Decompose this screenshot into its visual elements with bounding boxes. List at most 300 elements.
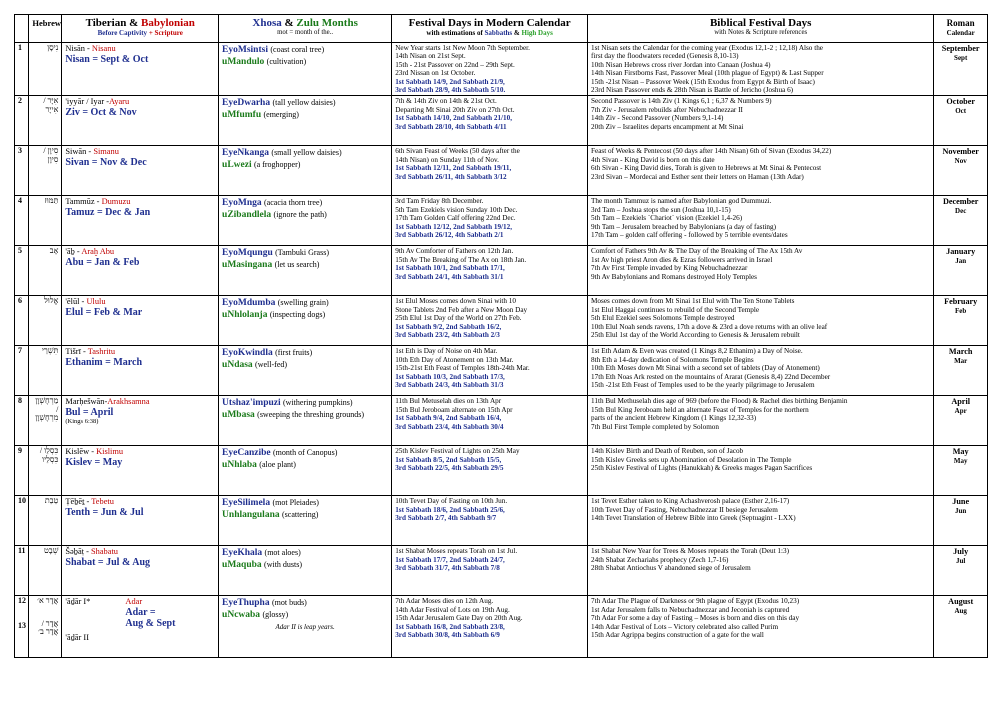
biblical-days [588, 296, 934, 346]
festival-line: 15th Bul Jeroboam alternate on 15th Apr [395, 405, 513, 414]
biblical-line: Second Passover is 14th Ziv (1 Kings 6,1 ; 6,37 & Numbers 9) [591, 97, 772, 106]
tiberian-name: 'ăḏār I* [65, 597, 91, 607]
xhosa-zulu [219, 43, 392, 96]
hebrew-text: תִּשְׁרֵי [41, 346, 59, 356]
month-number [15, 596, 29, 658]
xhosa-name: EyeKhala [222, 548, 265, 559]
hebrew-name [29, 96, 62, 146]
roman-month [934, 596, 988, 658]
zulu-meaning: (scattering) [281, 510, 319, 520]
festival-line: New Year starts 1st New Moon 7th September. [395, 44, 530, 52]
month-equivalent: Tamuz = Dec & Jan [65, 207, 151, 219]
biblical-line: 1st Adar Jerusalem falls to Nebuchadnezzar and Jeconiah is captured [591, 605, 790, 614]
hebrew-name [29, 43, 62, 96]
xhosa-zulu [219, 196, 392, 246]
biblical-line: 7th Adar The Plague of Darkness or 9th plague of Egypt (Exodus 10,23) [591, 597, 800, 606]
table-row [15, 296, 988, 346]
month-number-text: 1 [18, 43, 22, 52]
roman-abbrev: Oct [955, 107, 967, 116]
festival-line: 1st Sabbath 10/3, 2nd Sabbath 17/3, [395, 372, 505, 381]
zulu-name: uZibandlela [222, 210, 274, 221]
tiberian-babylonian [62, 246, 219, 296]
festival-line: 15th Adar Jerusalem Gate Day on 20th Aug. [395, 614, 523, 623]
biblical-line: 7th Av First Temple invaded by King Nebuchadnezzar [591, 264, 748, 273]
xhosa-month [222, 147, 388, 159]
header-amp: & [129, 17, 139, 29]
zulu-meaning: (emerging) [263, 110, 299, 120]
header-tiberian [62, 15, 219, 43]
biblical-line: 15th Adar Agrippa begins construction of a gate for the wall [591, 631, 764, 640]
hebrew-text: שְׁבָט [44, 546, 59, 556]
babylonian-name: Simanu [93, 147, 119, 157]
festival-line: 25th Elul 1st Day of the World on 27th Feb. [395, 314, 522, 323]
festival-line: 1st Eth is Day of Noise on 4th Mar. [395, 347, 498, 356]
roman-abbrev: Dec [955, 207, 967, 216]
month-number [15, 43, 29, 96]
roman-month [934, 246, 988, 296]
festival-line: 3rd Sabbath 28/10, 4th Sabbath 4/11 [395, 122, 507, 131]
xhosa-name: EyoMnga [222, 198, 265, 209]
zulu-month [222, 259, 388, 271]
xhosa-name: EyeDwarha [222, 98, 273, 109]
biblical-line: 1st Shabat New Year for Trees & Moses repeats the Torah (Deut 1:3) [591, 547, 790, 556]
calendar-table [14, 14, 988, 658]
roman-month [934, 496, 988, 546]
xhosa-meaning: (Tambuki Grass) [275, 248, 329, 258]
month-number-text: 6 [18, 296, 22, 306]
month-number [15, 146, 29, 196]
xhosa-zulu [219, 96, 392, 146]
xhosa-meaning: (mot Pleiades) [272, 498, 319, 508]
zulu-month [222, 509, 388, 521]
header-fest-sub-a: with estimations of [426, 29, 483, 37]
tiberian-name: Tammūz - [65, 197, 102, 207]
xhosa-month [222, 347, 388, 359]
zulu-meaning: (a froghopper) [253, 160, 301, 170]
month-number [15, 396, 29, 446]
roman-month [934, 296, 988, 346]
tiberian-name: 'āḇ - [65, 247, 82, 257]
zulu-month [222, 159, 388, 171]
biblical-line: 1st Av high priest Aron dies & Ezras followers arrived in Israel [591, 255, 773, 264]
tiberian-line [65, 247, 215, 257]
zulu-name: uMfumfu [222, 110, 264, 121]
xhosa-month [222, 397, 388, 409]
xhosa-month [222, 97, 388, 109]
xhosa-zulu [219, 496, 392, 546]
header-babylonian-label: Babylonian [141, 17, 195, 29]
month-number-text: 8 [18, 396, 22, 406]
festival-days [392, 43, 588, 96]
month-number-text: 2 [18, 96, 22, 106]
biblical-days [588, 446, 934, 496]
festival-days [392, 496, 588, 546]
festival-line: 3rd Sabbath 26/12, 4th Sabbath 2/1 [395, 231, 504, 240]
hebrew-text: נִיסָן [47, 43, 59, 52]
biblical-line: Comfort of Fathers 9th Av & The Day of the Breaking of The Ax 15th Av [591, 247, 803, 256]
header-fest-amp: & [513, 29, 520, 37]
table-row [15, 346, 988, 396]
zulu-month [222, 309, 388, 321]
header-tiberian-label: Tiberian [85, 17, 127, 29]
zulu-month [222, 359, 388, 371]
festival-line: 17th Tam Golden Calf offering 22nd Dec. [395, 214, 516, 223]
month-equivalent: Elul = Feb & Mar [65, 307, 143, 319]
tiberian-babylonian [62, 596, 219, 658]
roman-abbrev: Aug [954, 607, 967, 616]
table-row [15, 496, 988, 546]
tiberian-babylonian [62, 296, 219, 346]
zulu-name: uNcwaba [222, 610, 263, 621]
festival-line: 1st Sabbath 9/4, 2nd Sabbath 16/4, [395, 414, 502, 423]
festival-line: 15th Av The Breaking of The Ax on 18th Jan. [395, 255, 527, 264]
month-number [15, 96, 29, 146]
biblical-line: The month Tammuz is named after Babylonian god Dummuzi. [591, 197, 772, 206]
month-number [15, 346, 29, 396]
header-xz-sub: mot = month of the.. [277, 29, 334, 36]
festival-line: 3rd Sabbath 26/11, 4th Sabbath 3/12 [395, 172, 507, 181]
hebrew-text: תַּמּוּז [44, 196, 59, 206]
babylonian-name: Tashritu [87, 347, 116, 357]
biblical-line: 14th Nisan Firstborns Fast, Passover Meal (10th plague of Egypt) & Last Supper [591, 69, 824, 78]
biblical-line: 9th Av Babylonians and Romans destroyed Holy Temples [591, 272, 757, 281]
roman-name: September [941, 44, 980, 53]
festival-line: 7th Adar Moses dies on 12th Aug. [395, 597, 494, 606]
month-number [15, 296, 29, 346]
month-number-text: 10 [18, 496, 26, 506]
xhosa-name: EyoMdumba [222, 298, 278, 309]
tiberian-babylonian [62, 146, 219, 196]
festival-line: 1st Sabbath 17/7, 2nd Sabbath 24/7, [395, 555, 505, 564]
tiberian-babylonian [62, 196, 219, 246]
header-amp2: & [284, 17, 294, 29]
tiberian-name: 'iyyār / Iyar - [65, 97, 109, 107]
biblical-line: 1st Eth Adam & Even was created (1 Kings 8,2 Ethanim) a Day of Noise. [591, 347, 803, 356]
hebrew-name [29, 246, 62, 296]
header-biblical-sub: with Notes & Scripture references [714, 29, 808, 36]
tiberian-line [65, 447, 215, 457]
festival-line: 3rd Tam Friday 8th December. [395, 197, 484, 206]
zulu-name: uNhlolanja [222, 310, 270, 321]
festival-days [392, 296, 588, 346]
zulu-name: uNhlaba [222, 460, 260, 471]
festival-days [392, 346, 588, 396]
babylonian-name: Tebetu [91, 497, 114, 507]
biblical-line: first day the floodwaters receded (Genesis 8,10-13) [591, 52, 739, 61]
biblical-line: 7th Bul First Temple completed by Solomon [591, 422, 719, 431]
leap-note: Adar II is leap years. [275, 623, 335, 632]
month-equivalent: Bul = April [65, 407, 114, 419]
tiberian-line [65, 44, 215, 54]
tiberian-babylonian [62, 396, 219, 446]
header-hebrew: Hebrew [29, 15, 62, 43]
tiberian-line [65, 97, 215, 107]
hebrew-name [29, 196, 62, 246]
biblical-line: 14th Adar Festival of Lots – Victory celebrated also called Purim [591, 622, 779, 631]
festival-line: 1st Shabat Moses repeats Torah on 1st Jul. [395, 547, 518, 556]
xhosa-month [222, 297, 388, 309]
zulu-name: uMaquba [222, 560, 265, 571]
month-equivalent: Kislev = May [65, 457, 123, 469]
xhosa-month [222, 597, 388, 609]
biblical-days [588, 43, 934, 96]
festival-days [392, 96, 588, 146]
header-roman-sub: Calendar [946, 29, 975, 37]
zulu-month [222, 559, 388, 571]
zulu-meaning: (sweeping the threshing grounds) [257, 410, 365, 420]
calendar-page [14, 14, 988, 658]
tiberian-babylonian [62, 346, 219, 396]
xhosa-zulu [219, 596, 392, 658]
roman-name: October [946, 97, 975, 107]
table-row [15, 196, 988, 246]
xhosa-zulu [219, 546, 392, 596]
tiberian-line [65, 197, 215, 207]
babylonian-name: Kislimu [96, 447, 124, 457]
month-number-text: 12 [18, 596, 26, 606]
hebrew-text: אִיָּר / אִייָר [43, 96, 59, 114]
xhosa-meaning: (swelling grain) [277, 298, 329, 308]
month-number [15, 546, 29, 596]
biblical-line: 10th Tevet Day of Fasting, Nebuchadnezzar II besiege Jerusalem [591, 505, 778, 514]
biblical-line: 10th Eth Moses down Mt Sinai with a second set of tablets (Day of Atonement) [591, 364, 820, 373]
month-equivalent: Sivan = Nov & Dec [65, 157, 147, 169]
biblical-line: Feast of Weeks & Pentecost (50 days after 14th Nisan) 6th of Sivan (Exodus 34,22) [591, 147, 832, 156]
biblical-line: 15th Kislev Greeks sets up Abomination of Desolation in The Temple [591, 455, 792, 464]
zulu-meaning: (cultivation) [266, 57, 307, 66]
xhosa-meaning: (acacia thorn tree) [264, 198, 323, 208]
header-xhosa-zulu [219, 15, 392, 43]
tiberian-line [65, 597, 215, 607]
roman-abbrev: May [953, 457, 968, 466]
tiberian-line [65, 347, 215, 357]
hebrew-name [29, 496, 62, 546]
biblical-line: 5th Elul Ezekiel sees Solomons Temple destroyed [591, 314, 735, 323]
month-number-text: 11 [18, 546, 26, 556]
header-row [15, 15, 988, 43]
hebrew-name [29, 146, 62, 196]
hebrew-name [29, 446, 62, 496]
hebrew-text: אֲדָר / אֲדָר ב׳ [38, 618, 59, 637]
festival-line: 5th Tam Ezekiels vision Sunday 10th Dec. [395, 205, 518, 214]
month-number-text: 9 [18, 446, 22, 456]
babylonian-name: Ayaru [109, 97, 130, 107]
month-number-text: 13 [18, 620, 26, 630]
hebrew-name [29, 346, 62, 396]
xhosa-month [222, 497, 388, 509]
month-equivalent: Ethanim = March [65, 357, 143, 369]
biblical-line: 25th Kislev Festival of Lights (Hanukkah) & Greeks mages Pagan Sacrifices [591, 464, 813, 473]
xhosa-name: EyoMqungu [222, 248, 276, 259]
zulu-name: uLwezi [222, 160, 254, 171]
xhosa-month [222, 547, 388, 559]
xhosa-zulu [219, 146, 392, 196]
festival-line: 3rd Sabbath 30/8, 4th Sabbath 6/9 [395, 631, 500, 640]
zulu-name: uMandulo [222, 57, 267, 67]
zulu-meaning: (ignore the path) [273, 210, 327, 220]
roman-month [934, 146, 988, 196]
festival-line: 1st Sabbath 8/5, 2nd Sabbath 15/5, [395, 455, 502, 464]
table-row [15, 246, 988, 296]
festival-line: 15th-21st Eth Feast of Temples 18th-24th Mar. [395, 364, 530, 373]
zulu-month [222, 56, 388, 68]
header-roman-label: Roman [946, 18, 975, 28]
tiberian-name: Šəḇāṭ - [65, 547, 91, 557]
hebrew-text: אֱלוּל [44, 296, 59, 306]
zulu-meaning: (with dusts) [264, 560, 303, 570]
xhosa-month [222, 247, 388, 259]
month-equivalent: Tenth = Jun & Jul [65, 507, 144, 519]
xhosa-meaning: (mot buds) [271, 598, 307, 608]
biblical-line: 23rd Sivan – Mordecai and Esther sent their letters on Haman (13th Adar) [591, 172, 804, 181]
biblical-line: 8th Eth a 14-day dedication of Solomons Temple Begins [591, 355, 754, 364]
festival-line: 14th Nisan on 21st Sept. [395, 52, 466, 61]
tiberian-line [65, 547, 215, 557]
xhosa-meaning: (small yellow daisies) [271, 148, 342, 158]
tiberian-name: 'ĕlūl - [65, 297, 87, 307]
zulu-meaning: (glossy) [262, 610, 289, 620]
biblical-line: 28th Shabat Antiochus V abandoned siege of Jerusalem [591, 564, 751, 573]
zulu-month [222, 209, 388, 221]
roman-month [934, 196, 988, 246]
festival-line: 1st Sabbath 12/12, 2nd Sabbath 19/12, [395, 222, 513, 231]
tiberian-name: Siwān - [65, 147, 94, 157]
roman-month [934, 346, 988, 396]
biblical-days [588, 596, 934, 658]
festival-line: 15th - 21st Passover on 22nd – 29th Sept. [395, 60, 515, 69]
roman-name: August [948, 597, 974, 607]
roman-abbrev: Jan [955, 257, 967, 266]
biblical-days [588, 396, 934, 446]
month-number-text: 5 [18, 246, 22, 256]
zulu-meaning: (inspecting dogs) [269, 310, 326, 320]
biblical-line: 14th Ziv - Second Passover (Numbers 9,1-14) [591, 114, 724, 123]
festival-line: 1st Sabbath 16/8, 2nd Sabbath 23/8, [395, 622, 505, 631]
festival-line: 10th Tevet Day of Fasting on 10th Jun. [395, 497, 508, 506]
tiberian-name: Ṭēḇēṯ - [65, 497, 92, 507]
festival-line: 1st Sabbath 10/1, 2nd Sabbath 17/1, [395, 264, 505, 273]
zulu-name: uMbasa [222, 410, 258, 421]
zulu-month [222, 609, 388, 621]
hebrew-name [29, 296, 62, 346]
tiberian-line [65, 297, 215, 307]
xhosa-name: EyeCanzibe [222, 448, 273, 459]
babylonian-name: Adar [125, 597, 143, 607]
festival-line: 14th Nisan) on Sunday 11th of Nov. [395, 155, 499, 164]
header-festival-label: Festival Days in Modern Calendar [408, 17, 571, 29]
month-number-text: 7 [18, 346, 22, 356]
festival-line: 10th Eth Day of Atonement on 13th Mar. [395, 355, 514, 364]
biblical-line: 5th Tam – Ezekiels `Chariot` vision (Ezekiel 1,4-26) [591, 214, 743, 223]
zulu-meaning: (let us search) [274, 260, 320, 270]
xhosa-zulu [219, 396, 392, 446]
header-before-captivity: Before Captivity [97, 29, 148, 37]
hebrew-text: אָב [49, 246, 59, 256]
biblical-days [588, 196, 934, 246]
biblical-days [588, 96, 934, 146]
table-row [15, 446, 988, 496]
festival-days [392, 196, 588, 246]
festival-line: 1st Sabbath 18/6, 2nd Sabbath 25/6, [395, 505, 505, 514]
xhosa-name: EyeThupha [222, 598, 272, 609]
festival-line: 3rd Sabbath 31/7, 4th Sabbath 7/8 [395, 564, 500, 573]
roman-abbrev: Nov [954, 157, 967, 166]
hebrew-name [29, 396, 62, 446]
festival-line: 3rd Sabbath 22/5, 4th Sabbath 29/5 [395, 464, 504, 473]
biblical-days [588, 246, 934, 296]
month-number [15, 496, 29, 546]
babylonian-name: Arakhsamna [107, 397, 150, 407]
festival-line: 9th Av Comforter of Fathers on 12th Jan. [395, 247, 514, 256]
tiberian-line [65, 497, 215, 507]
month-equivalent: Shabat = Jul & Aug [65, 557, 151, 569]
roman-month [934, 43, 988, 96]
babylonian-name: Ululu [86, 297, 106, 307]
month-number [15, 246, 29, 296]
roman-abbrev: Mar [954, 357, 968, 366]
festival-line: 3rd Sabbath 28/9, 4th Sabbath 5/10. [395, 86, 506, 95]
festival-line: 6th Sivan Feast of Weeks (50 days after the [395, 147, 520, 156]
festival-line: 3rd Sabbath 23/2, 4th Sabbath 2/3 [395, 331, 500, 340]
xhosa-meaning: (withering pumpkins) [283, 398, 353, 408]
tiberian-name: Nisān - [65, 44, 92, 53]
tiberian-name: Marḥešwān- [65, 397, 108, 407]
biblical-line: 23rd Nisan Passover ends & 28th Nisan is Battle of Jericho (Joshua 6) [591, 86, 794, 95]
festival-line: 3rd Sabbath 24/3, 4th Sabbath 31/3 [395, 381, 504, 390]
zulu-name: uMasingana [222, 260, 275, 271]
festival-line: 1st Sabbath 14/9, 2nd Sabbath 21/9, [395, 77, 505, 86]
header-festival [392, 15, 588, 43]
zulu-month [222, 459, 388, 471]
festival-line: 11th Bul Metuselah dies on 13th Apr [395, 397, 502, 406]
header-biblical-label: Biblical Festival Days [709, 17, 812, 29]
header-zulu-label: Zulu Months [296, 17, 358, 29]
tiberian-babylonian [62, 96, 219, 146]
biblical-line: 15th -21st Nisan – Passover Week (15th Exodus from Egypt & Birth of Isaac) [591, 77, 815, 86]
festival-line: 3rd Sabbath 24/1, 4th Sabbath 31/1 [395, 272, 504, 281]
xhosa-month [222, 197, 388, 209]
xhosa-name: EyoMsintsi [222, 45, 271, 55]
tiberian-name: Kislēw - [65, 447, 97, 457]
header-scripture: + Scripture [148, 29, 183, 37]
table-row [15, 396, 988, 446]
month-equivalent: Adar = [125, 607, 156, 619]
festival-days [392, 146, 588, 196]
header-biblical [588, 15, 934, 43]
month-number [15, 446, 29, 496]
month-equivalent-2: Aug & Sept [125, 618, 176, 630]
xhosa-meaning: (month of Canopus) [272, 448, 338, 458]
festival-line: 1st Sabbath 9/2, 2nd Sabbath 16/2, [395, 322, 502, 331]
roman-month [934, 96, 988, 146]
tiberian-babylonian [62, 496, 219, 546]
table-row [15, 43, 988, 96]
header-roman [934, 15, 988, 43]
biblical-days [588, 496, 934, 546]
zulu-meaning: (well-fed) [255, 360, 288, 370]
xhosa-meaning: (mot aloes) [264, 548, 301, 558]
biblical-line: parts of the ancient Hebrew Kingdom (1 Kings 12,32-33) [591, 414, 757, 423]
festival-line: 14th Adar Festival of Lots on 19th Aug. [395, 605, 510, 614]
tiberian-babylonian [62, 546, 219, 596]
roman-name: March [948, 347, 973, 357]
roman-month [934, 546, 988, 596]
zulu-month [222, 409, 388, 421]
biblical-line: 25th Elul 1st day of the World According to Genesis & Jerusalem rebuilt [591, 331, 800, 340]
festival-line: 1st Sabbath 12/11, 2nd Sabbath 19/11, [395, 164, 512, 173]
roman-month [934, 396, 988, 446]
roman-name: May [952, 447, 969, 457]
